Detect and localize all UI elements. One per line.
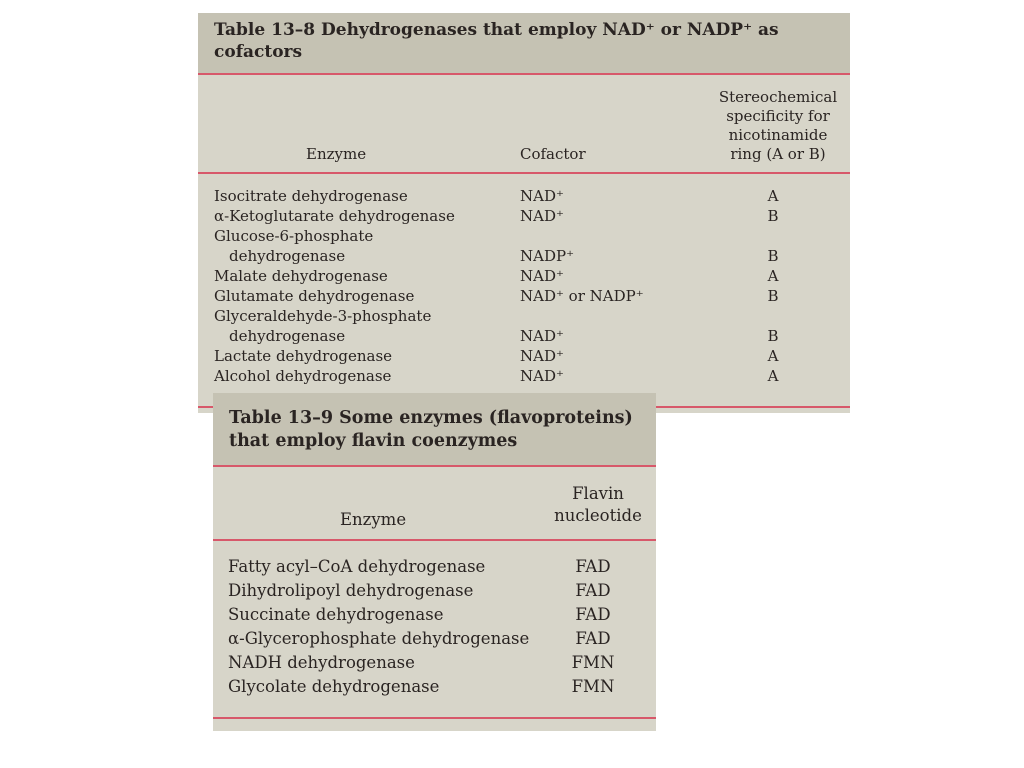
table-13-8 bbox=[198, 13, 850, 413]
flavin-cell: FAD bbox=[575, 629, 611, 648]
enzyme-cell: Malate dehydrogenase bbox=[214, 267, 388, 285]
caption-rule bbox=[213, 465, 656, 467]
header-enzyme: Enzyme bbox=[340, 510, 407, 529]
cofactor-cell: NAD⁺ bbox=[520, 187, 564, 205]
table-row bbox=[213, 603, 656, 627]
table-row bbox=[198, 186, 850, 206]
table-row bbox=[198, 366, 850, 386]
enzyme-cell: dehydrogenase bbox=[229, 247, 346, 265]
header-cofactor: Cofactor bbox=[520, 145, 586, 163]
enzyme-cell: Glyceraldehyde-3-phosphate bbox=[214, 307, 432, 325]
table-row bbox=[213, 555, 656, 579]
table-row bbox=[198, 226, 850, 246]
header-flavin-nucleotide: Flavin nucleotide bbox=[554, 484, 642, 525]
table-13-9 bbox=[213, 393, 656, 731]
cofactor-cell: NAD⁺ bbox=[520, 347, 564, 365]
cofactor-cell: NAD⁺ bbox=[520, 327, 564, 345]
header-enzyme: Enzyme bbox=[306, 145, 367, 163]
table-row bbox=[198, 326, 850, 346]
enzyme-cell: Glutamate dehydrogenase bbox=[214, 287, 415, 305]
cofactor-cell: NAD⁺ bbox=[520, 267, 564, 285]
table-row bbox=[198, 306, 850, 326]
table-row bbox=[213, 579, 656, 603]
header-rule bbox=[198, 172, 850, 174]
stereo-cell: A bbox=[767, 267, 779, 285]
table-row bbox=[198, 246, 850, 266]
table-row bbox=[213, 675, 656, 699]
cofactor-cell: NAD⁺ bbox=[520, 367, 564, 385]
caption-rule bbox=[198, 73, 850, 75]
flavin-cell: FAD bbox=[575, 557, 611, 576]
table-row bbox=[198, 286, 850, 306]
flavin-cell: FMN bbox=[571, 653, 615, 672]
cofactor-cell: NAD⁺ or NADP⁺ bbox=[520, 287, 644, 305]
enzyme-cell: Lactate dehydrogenase bbox=[214, 347, 393, 365]
enzyme-cell: Glucose-6-phosphate bbox=[214, 227, 374, 245]
stereo-cell: A bbox=[767, 187, 779, 205]
table-row bbox=[198, 206, 850, 226]
header-stereochemical-specificity: Stereochemical specificity for nicotinamide ring (A or B) bbox=[718, 88, 838, 163]
enzyme-cell: dehydrogenase bbox=[229, 327, 346, 345]
stereo-cell: B bbox=[767, 247, 779, 265]
header-rule bbox=[213, 539, 656, 541]
stereo-cell: B bbox=[767, 327, 779, 345]
stereo-cell: A bbox=[767, 367, 779, 385]
stereo-cell: B bbox=[767, 287, 779, 305]
flavin-cell: FMN bbox=[571, 677, 615, 696]
table-row bbox=[213, 651, 656, 675]
enzyme-cell: Alcohol dehydrogenase bbox=[214, 367, 392, 385]
table-row bbox=[213, 627, 656, 651]
flavin-cell: FAD bbox=[575, 605, 611, 624]
table-caption: Table 13–8 Dehydrogenases that employ NAD⁺ or NADP⁺ as cofactors bbox=[198, 13, 850, 73]
enzyme-cell: Isocitrate dehydrogenase bbox=[214, 187, 408, 205]
enzyme-cell: α-Glycerophosphate dehydrogenase bbox=[228, 629, 530, 648]
table-row bbox=[198, 266, 850, 286]
stereo-cell: B bbox=[767, 207, 779, 225]
enzyme-cell: Succinate dehydrogenase bbox=[228, 605, 444, 624]
cofactor-cell: NADP⁺ bbox=[520, 247, 574, 265]
cofactor-cell: NAD⁺ bbox=[520, 207, 564, 225]
enzyme-cell: NADH dehydrogenase bbox=[228, 653, 415, 672]
bottom-rule bbox=[213, 717, 656, 719]
table-caption: Table 13–9 Some enzymes (flavoproteins) that employ flavin coenzymes bbox=[213, 393, 656, 467]
enzyme-cell: Glycolate dehydrogenase bbox=[228, 677, 440, 696]
enzyme-cell: Dihydrolipoyl dehydrogenase bbox=[228, 581, 474, 600]
enzyme-cell: α-Ketoglutarate dehydrogenase bbox=[214, 207, 455, 225]
enzyme-cell: Fatty acyl–CoA dehydrogenase bbox=[228, 557, 486, 576]
flavin-cell: FAD bbox=[575, 581, 611, 600]
stereo-cell: A bbox=[767, 347, 779, 365]
table-row bbox=[198, 346, 850, 366]
